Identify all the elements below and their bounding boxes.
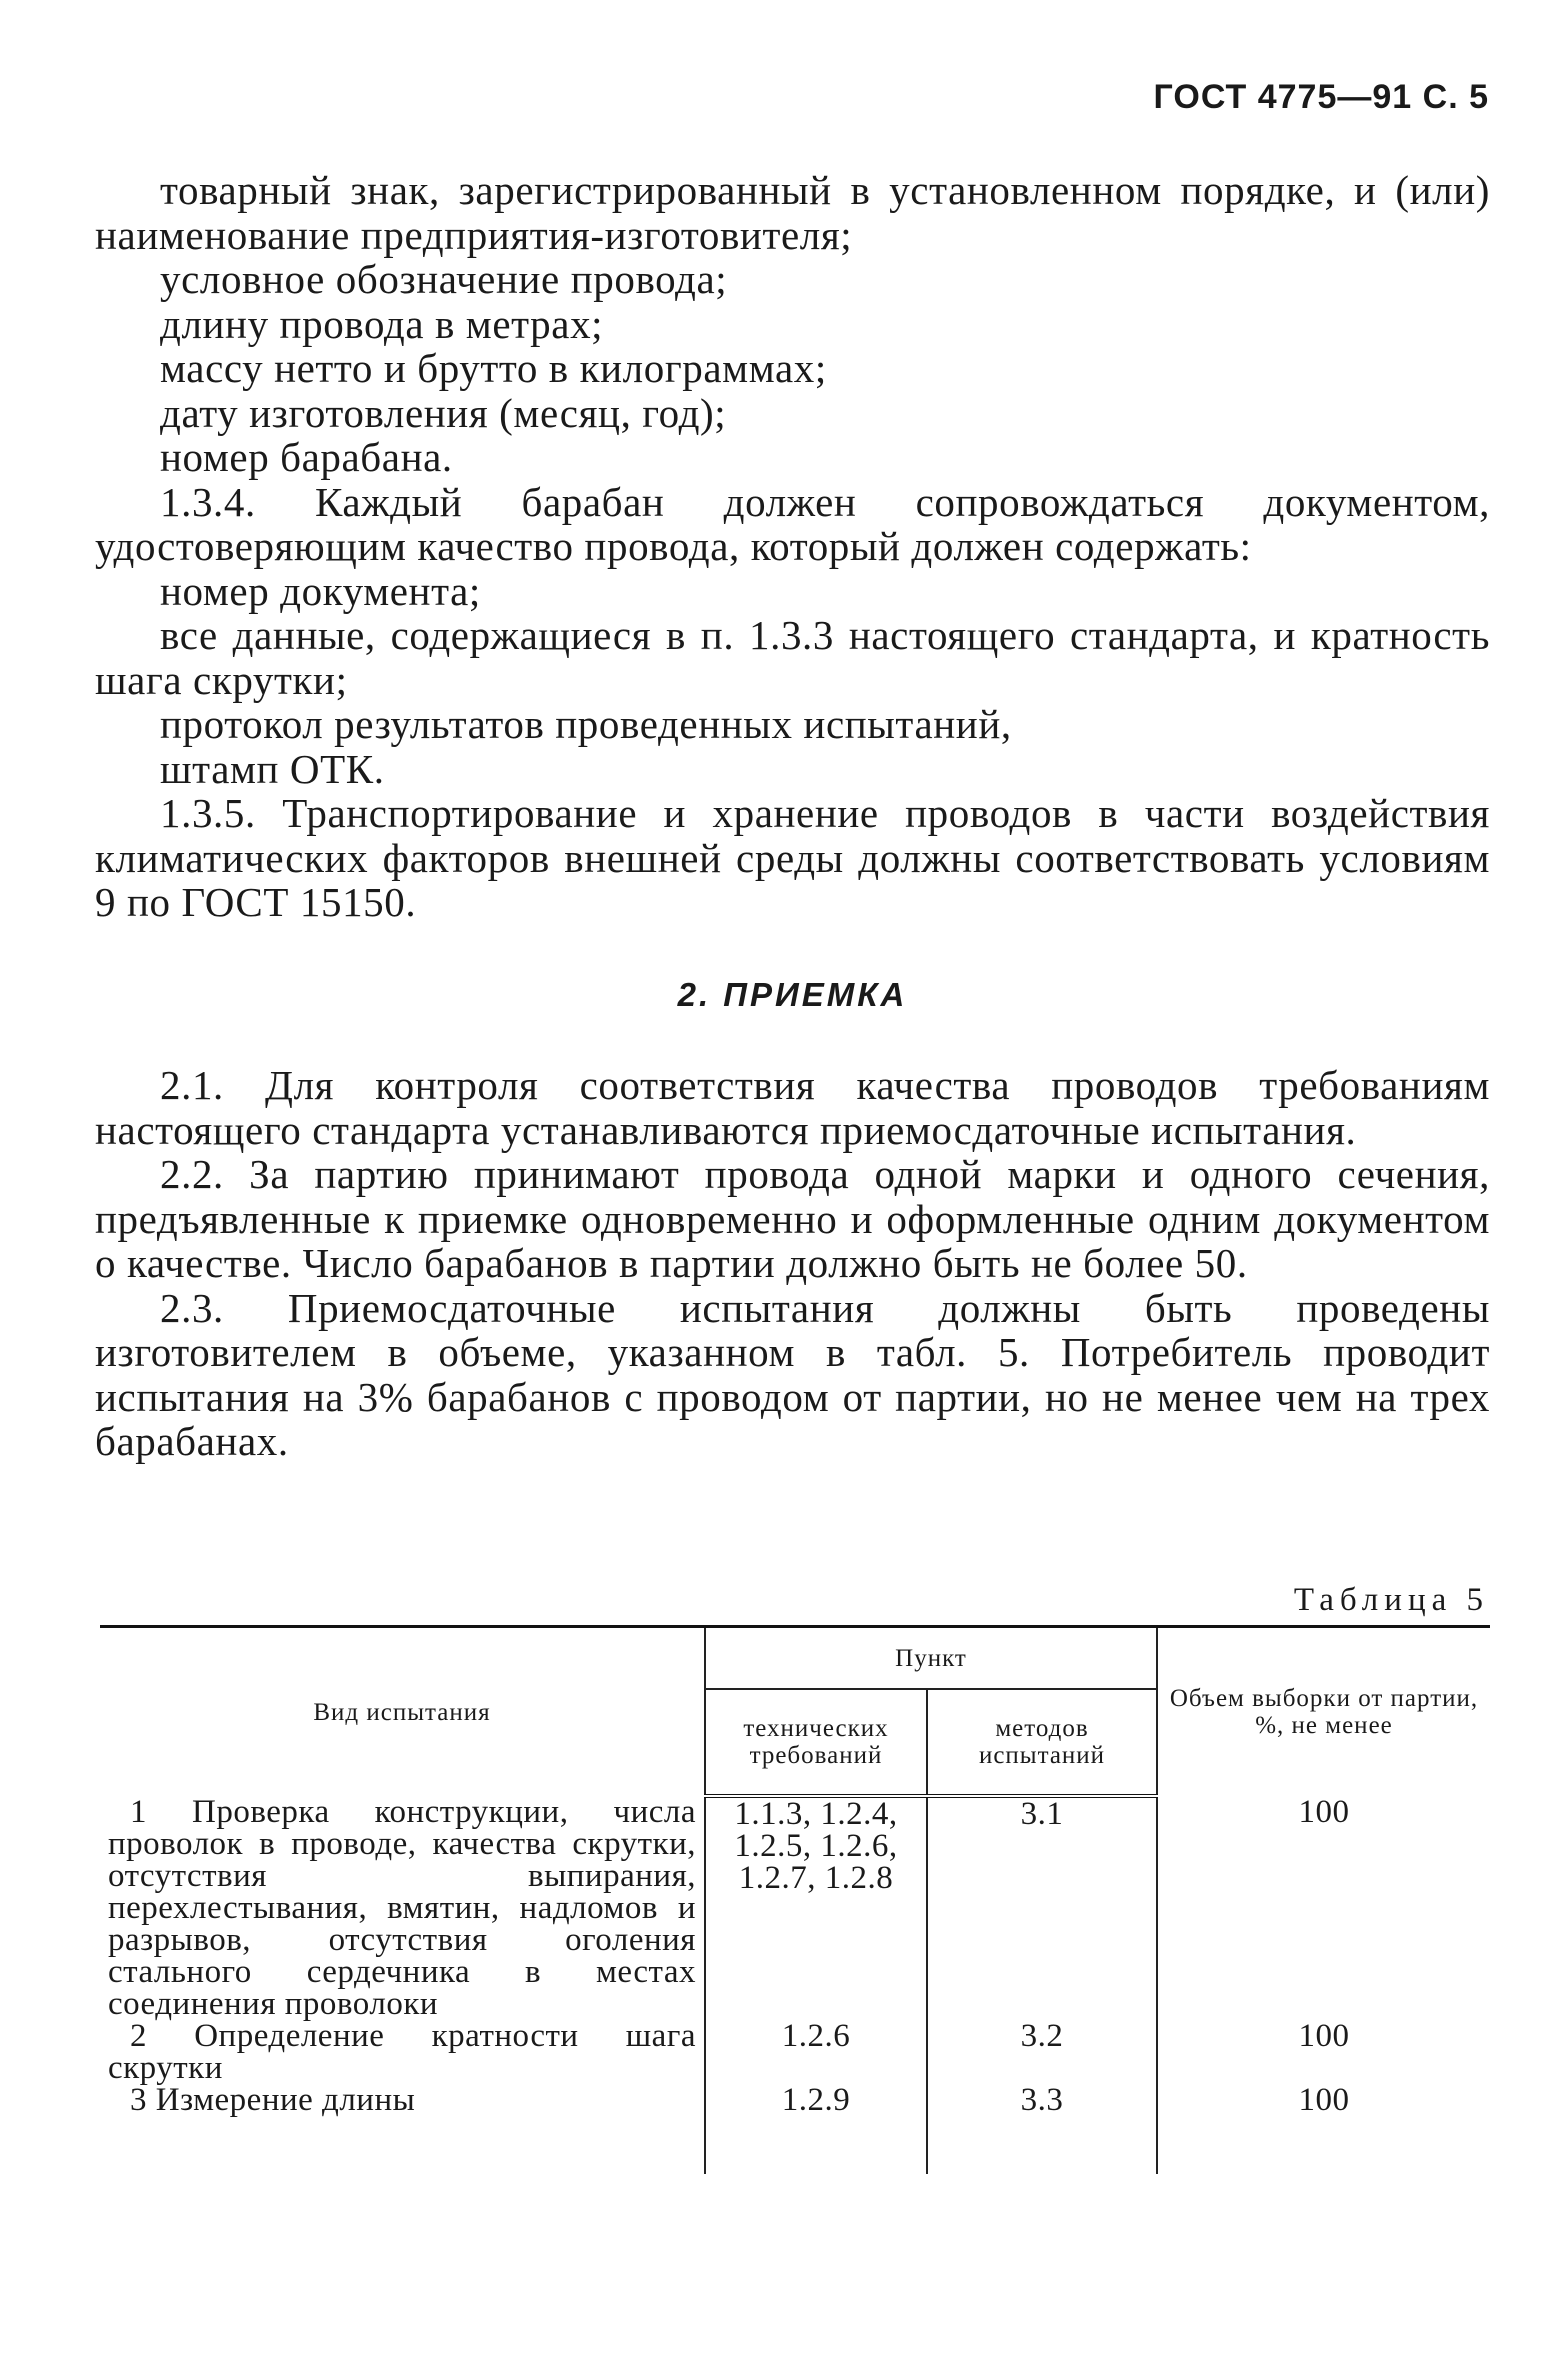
row-tech-clause: 1.2.6: [705, 2020, 927, 2084]
row-sample-size: 100: [1157, 2020, 1490, 2084]
header-tech-requirements: технических требований: [705, 1689, 927, 1796]
row-number: 1: [130, 1794, 147, 1830]
row-tech-clause: 1.2.9: [705, 2084, 927, 2174]
paragraph: все данные, содержащиеся в п. 1.3.3 настоящего стандарта, и кратность шага скрутки;: [95, 612, 1490, 703]
row-method-clause: 3.2: [927, 2020, 1157, 2084]
table-row: [100, 2084, 1490, 2174]
paragraph: товарный знак, зарегистрированный в установленном порядке, и (или) наименование предприятия-изготовителя;: [95, 167, 1490, 258]
row-tech-clause: 1.1.3, 1.2.4, 1.2.5, 1.2.6, 1.2.7, 1.2.8: [705, 1796, 927, 2020]
table-caption: Таблица 5: [1293, 1582, 1489, 1618]
paragraph-clause-1-3-5: 1.3.5. Транспортирование и хранение проводов в части воздействия климатических факторов внешней среды должны соответствовать условиям 9 по ГОСТ 15150.: [95, 790, 1490, 925]
row-sample-size: 100: [1157, 2084, 1490, 2174]
section-title: 2. ПРИЕМКА: [677, 975, 908, 1013]
row-number: 2: [130, 2018, 147, 2054]
row-test-name: [100, 2084, 705, 2174]
paragraph-clause-2-3: 2.3. Приемосдаточные испытания должны быть проведены изготовителем в объеме, указанном в табл. 5. Потребитель проводит испытания на 3% барабанов с проводом от партии, но не менее чем на трех барабанах.: [95, 1284, 1490, 1464]
row-test-name: [100, 2020, 705, 2084]
paragraph-clause-2-2: 2.2. За партию принимают провода одной марки и одного сечения, предъявленные к приемке одновременно и оформленные одним документом о качестве. Число барабанов в партии должно быть не более 50.: [95, 1151, 1490, 1286]
paragraph: длину провода в метрах;: [160, 300, 604, 347]
header-test-methods: методов испытаний: [927, 1689, 1157, 1796]
page-header: ГОСТ 4775—91 С. 5: [1153, 78, 1489, 116]
row-label: Измерение длины: [155, 2082, 416, 2118]
row-method-clause: 3.3: [927, 2084, 1157, 2174]
acceptance-tests-table: [100, 1625, 1490, 2174]
row-sample-size: 100: [1157, 1796, 1490, 2020]
paragraph: штамп ОТК.: [160, 745, 385, 792]
paragraph: номер барабана.: [160, 434, 453, 480]
paragraph: протокол результатов проведенных испытаний,: [160, 701, 1012, 747]
table-row: [100, 1796, 1490, 2020]
header-clause: Пункт: [705, 1627, 1157, 1690]
row-label: Определение кратности шага скрутки: [108, 2018, 697, 2086]
paragraph-clause-1-3-4: 1.3.4. Каждый барабан должен сопровождаться документом, удостоверяющим качество провода, который должен содержать:: [95, 478, 1490, 569]
row-number: 3: [130, 2082, 147, 2118]
paragraph: условное обозначение провода;: [160, 256, 728, 302]
paragraph: массу нетто и брутто в килограммах;: [160, 345, 827, 391]
paragraph: номер документа;: [160, 567, 481, 614]
paragraph: дату изготовления (месяц, год);: [160, 389, 727, 436]
row-test-name: [100, 1796, 705, 2020]
paragraph-clause-2-1: 2.1. Для контроля соответствия качества проводов требованиям настоящего стандарта устанавливаются приемосдаточные испытания.: [95, 1062, 1490, 1153]
header-sample-size: Объем выборки от партии, %, не менее: [1157, 1627, 1490, 1797]
row-method-clause: 3.1: [927, 1796, 1157, 2020]
document-body: [95, 168, 1490, 1464]
header-test-type: Вид испытания: [100, 1627, 705, 1797]
table-row: [100, 2020, 1490, 2084]
row-label: Проверка конструкции, числа проволок в проводе, качества скрутки, отсутствия выпирания, перехлестывания, вмятин, надломов и разрывов, отсутствия оголения стального сердечника в местах соединения проволоки: [108, 1794, 697, 2022]
